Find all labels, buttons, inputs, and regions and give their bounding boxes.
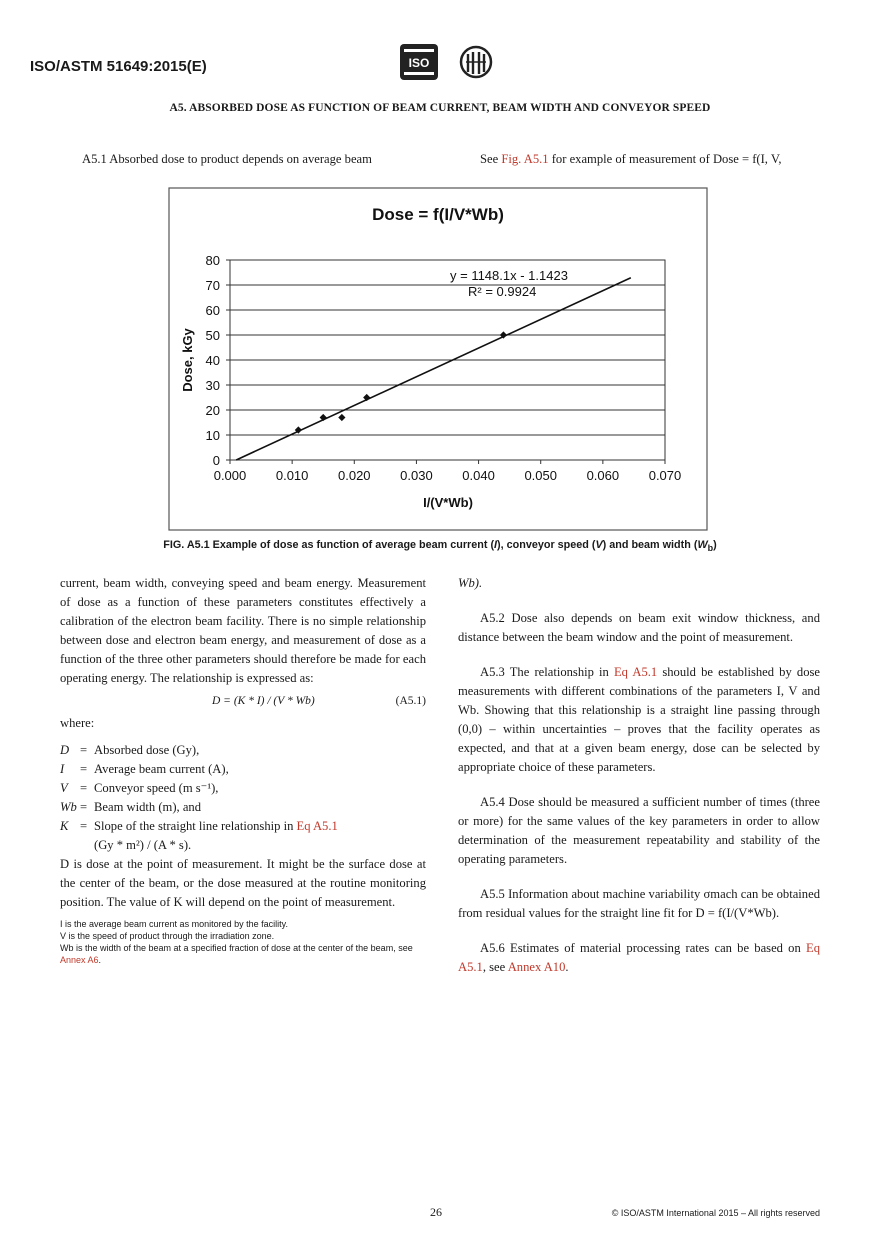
definition-symbol: V [60,781,68,795]
body-right-column [458,574,820,977]
definitions-list [60,741,426,855]
equation-a5-1: D = (K * I) / (V * Wb) [212,695,315,707]
caption-symbol: I [494,539,498,551]
paragraph-text: . [565,960,569,974]
continuation-text: Wb). [458,576,483,590]
equation-link[interactable]: Eq A5.1 [296,819,338,833]
definition-row-k [60,817,426,855]
body-paragraph: current, beam width, conveying speed and beam energy. Measurement of dose as a function of these parameters constitutes effectively a calibration of the electron beam facility. There is no simple relationship between dose and electron beam energy, and measurement of dose as a function of the three other parameters should therefore be made for each operating energy. The relationship is expressed as: [60,576,426,685]
caption-text: ) and beam width ( [602,539,698,551]
definition-symbol: Wb [60,800,77,814]
definition-equals: = [80,762,88,776]
definition-equals: = [80,800,88,814]
y-tick-label: 40 [205,353,220,368]
body-left-column [60,574,426,966]
paragraph-text: , see [482,960,508,974]
caption-text: FIG. A5.1 Example of dose as function of average beam current ( [163,539,495,551]
x-tick-label: 0.040 [462,468,495,483]
section-heading: A5. ABSORBED DOSE AS FUNCTION OF BEAM CURRENT, BEAM WIDTH AND CONVEYOR SPEED [169,102,711,114]
y-tick-label: 0 [212,453,220,468]
notes [60,918,426,966]
body-paragraph: D is dose at the point of measurement. It might be the surface dose at the center of the beam, or the dose measured at the routine monitoring position. The value of K will depend on the point of measurement. [60,857,426,909]
x-tick-label: 0.020 [338,468,371,483]
iso-logo-text: ISO [408,56,430,70]
intro-right [458,150,820,169]
definition-symbol: K [60,819,69,833]
y-tick-label: 70 [205,278,220,293]
paragraph-a5-3 [458,663,820,777]
caption-symbol: V [595,539,603,551]
annex-a10-link[interactable]: Annex A10 [507,960,566,974]
definition-equals: = [80,819,88,833]
caption-text: ) [713,539,717,551]
definition-text [94,817,426,855]
caption-symbol: W [697,539,708,551]
annex-a6-link[interactable]: Annex A6 [60,955,99,965]
intro-right-suffix: for example of measurement of Dose = f(I, V, [548,152,782,166]
y-tick-label: 50 [205,328,220,343]
intro-left-text: A5.1 Absorbed dose to product depends on average beam [82,152,372,166]
paragraph-a5-4: A5.4 Dose should be measured a sufficient number of times (three or more) for the same values of the key parameters in order to allow determination of the measurement repeatability and stability of the operating parameters. [458,795,820,866]
header-logos-svg [398,42,508,82]
paragraph-a5-5: A5.5 Information about machine variability σmach can be obtained from residual values for the straight line fit for D = f(I/(V*Wb). [458,887,820,920]
where-label: where: [60,716,95,730]
definition-row [60,779,426,798]
paragraph-text: should be established by dose measurements with different combinations of the parameters I, V and Wb. Showing that this relationship is a straight line passing through (0,0) – within uncertainties – proves that the facility operates as expected, and that at a given beam energy, dose can be selected by appropriate choice of these parameters. [458,665,820,774]
y-tick-label: 80 [205,253,220,268]
x-axis-label: I/(V*Wb) [423,495,473,510]
standard-identifier: ISO/ASTM 51649:2015(E) [30,58,207,75]
x-tick-label: 0.060 [586,468,620,483]
paragraph-text: A5.3 The relationship in [480,665,614,679]
intro-left [60,150,426,169]
definition-k-units: (Gy * m²) / (A * s). [94,838,192,852]
y-tick-label: 20 [205,403,220,418]
x-tick-label: 0.070 [648,468,682,483]
y-tick-label: 30 [205,378,220,393]
equation-link[interactable]: Eq A5.1 [458,941,820,974]
definition-text: Beam width (m), and [94,800,202,814]
x-tick-label: 0.030 [400,468,433,483]
paragraph-text: A5.6 Estimates of material processing rates can be based on [480,941,806,955]
header-logos [398,42,508,87]
note-text: Wb is the width of the beam at a specified fraction of dose at the center of the beam, see [60,943,413,953]
definition-equals: = [80,743,88,757]
y-axis-label: Dose, kGy [180,328,195,392]
equation-number: (A5.1) [395,695,426,707]
note-text: . [98,955,102,965]
chart-frame [169,188,707,530]
dose-chart [168,187,708,531]
iso-logo [400,44,438,80]
note-line: V is the speed of product through the irradiation zone. [60,931,275,941]
definition-row [60,760,426,779]
copyright-notice: © ISO/ASTM International 2015 – All rights reserved [611,1208,820,1218]
trendline-equation: y = 1148.1x - 1.1423 [450,268,568,283]
definition-k-text: Slope of the straight line relationship in [94,819,297,833]
definition-text: Absorbed dose (Gy), [94,743,200,757]
chart-title: Dose = f(I/V*Wb) [372,205,504,224]
caption-text: ), conveyor speed ( [497,539,596,551]
x-tick-label: 0.000 [213,468,247,483]
paragraph-a5-2: A5.2 Dose also depends on beam exit window thickness, and distance between the beam window and the point of measurement. [458,611,820,644]
equation-link[interactable]: Eq A5.1 [613,665,658,679]
figure-caption [0,539,880,553]
definition-text: Average beam current (A), [94,762,229,776]
note-line: I is the average beam current as monitored by the facility. [60,919,288,929]
y-tick-label: 60 [205,303,220,318]
y-tick-label: 10 [205,428,220,443]
figure-a5-1 [168,187,708,536]
paragraph-a5-6 [458,939,820,977]
definition-equals: = [80,781,88,795]
astm-logo [461,47,491,77]
equation-row [60,692,426,714]
intro-right-prefix: See [480,152,502,166]
x-tick-label: 0.010 [275,468,309,483]
note-line [60,942,426,966]
definition-text: Conveyor speed (m s⁻¹), [94,781,219,795]
caption-subscript: b [707,543,714,554]
definition-row [60,741,426,760]
definition-row [60,798,426,817]
definition-symbol: D [60,743,70,757]
page-number: 26 [430,1205,442,1219]
figure-link[interactable]: Fig. A5.1 [501,152,549,166]
x-tick-label: 0.050 [524,468,557,483]
r-squared-label: R² = 0.9924 [468,284,537,299]
definition-symbol: I [60,762,65,776]
